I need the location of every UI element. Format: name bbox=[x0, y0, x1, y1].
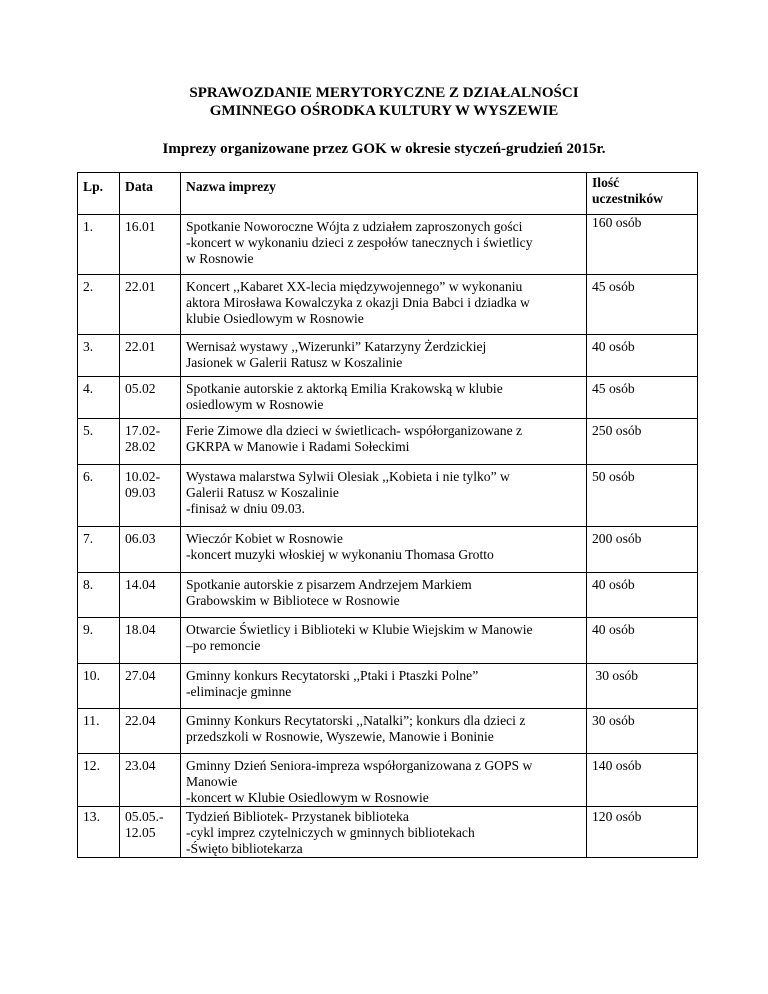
cell-date: 05.02 bbox=[120, 377, 181, 419]
cell-date: 10.02- 09.03 bbox=[120, 465, 181, 527]
cell-count: 250 osób bbox=[587, 419, 698, 465]
cell-date: 06.03 bbox=[120, 527, 181, 573]
cell-date: 22.01 bbox=[120, 275, 181, 335]
cell-count: 45 osób bbox=[587, 377, 698, 419]
cell-lp: 6. bbox=[78, 465, 120, 527]
cell-name: Spotkanie Noworoczne Wójta z udziałem zaproszonych gości -koncert w wykonaniu dzieci z zespołów tanecznych i świetlicy w Rosnowie bbox=[181, 215, 587, 275]
cell-lp: 13. bbox=[78, 807, 120, 858]
cell-lp: 10. bbox=[78, 664, 120, 709]
table-row bbox=[78, 709, 698, 754]
cell-lp: 7. bbox=[78, 527, 120, 573]
cell-date: 23.04 bbox=[120, 754, 181, 807]
cell-date: 22.01 bbox=[120, 335, 181, 377]
cell-lp: 11. bbox=[78, 709, 120, 754]
cell-name: Wystawa malarstwa Sylwii Olesiak ,,Kobieta i nie tylko” w Galerii Ratusz w Koszalinie -finisaż w dniu 09.03. bbox=[181, 465, 587, 527]
cell-lp: 12. bbox=[78, 754, 120, 807]
table-row bbox=[78, 807, 698, 858]
table-row bbox=[78, 377, 698, 419]
cell-lp: 8. bbox=[78, 573, 120, 618]
cell-name: Gminny Konkurs Recytatorski ,,Natalki”; konkurs dla dzieci z przedszkoli w Rosnowie, Wyszewie, Manowie i Boninie bbox=[181, 709, 587, 754]
table-row bbox=[78, 618, 698, 664]
cell-name: Wieczór Kobiet w Rosnowie -koncert muzyki włoskiej w wykonaniu Thomasa Grotto bbox=[181, 527, 587, 573]
cell-count: 200 osób bbox=[587, 527, 698, 573]
table-row bbox=[78, 275, 698, 335]
cell-count: 40 osób bbox=[587, 618, 698, 664]
cell-count: 45 osób bbox=[587, 275, 698, 335]
cell-date: 18.04 bbox=[120, 618, 181, 664]
table-row bbox=[78, 664, 698, 709]
table-row bbox=[78, 419, 698, 465]
cell-lp: 1. bbox=[78, 215, 120, 275]
cell-date: 22.04 bbox=[120, 709, 181, 754]
title-line-1: SPRAWOZDANIE MERYTORYCZNE Z DZIAŁALNOŚCI bbox=[189, 85, 579, 101]
table-header-row bbox=[78, 173, 698, 215]
cell-count: 40 osób bbox=[587, 335, 698, 377]
cell-date: 14.04 bbox=[120, 573, 181, 618]
cell-date: 05.05.- 12.05 bbox=[120, 807, 181, 858]
events-table bbox=[77, 172, 698, 858]
cell-date: 17.02- 28.02 bbox=[120, 419, 181, 465]
cell-date: 16.01 bbox=[120, 215, 181, 275]
cell-name: Otwarcie Świetlicy i Biblioteki w Klubie Wiejskim w Manowie –po remoncie bbox=[181, 618, 587, 664]
cell-name: Gminny Dzień Seniora-impreza współorganizowana z GOPS w Manowie -koncert w Klubie Osiedlowym w Rosnowie bbox=[181, 754, 587, 807]
cell-count: 120 osób bbox=[587, 807, 698, 858]
table-row bbox=[78, 527, 698, 573]
header-lp: Lp. bbox=[78, 173, 120, 215]
cell-count: 30 osób bbox=[587, 709, 698, 754]
cell-count: 50 osób bbox=[587, 465, 698, 527]
header-name: Nazwa imprezy bbox=[181, 173, 587, 215]
cell-name: Spotkanie autorskie z pisarzem Andrzejem Markiem Grabowskim w Bibliotece w Rosnowie bbox=[181, 573, 587, 618]
cell-name: Gminny konkurs Recytatorski ,,Ptaki i Ptaszki Polne” -eliminacje gminne bbox=[181, 664, 587, 709]
cell-lp: 4. bbox=[78, 377, 120, 419]
document-title bbox=[0, 84, 768, 120]
cell-name: Wernisaż wystawy ,,Wizerunki” Katarzyny Żerdzickiej Jasionek w Galerii Ratusz w Koszalinie bbox=[181, 335, 587, 377]
cell-date: 27.04 bbox=[120, 664, 181, 709]
table-row bbox=[78, 215, 698, 275]
title-line-2: GMINNEGO OŚRODKA KULTURY W WYSZEWIE bbox=[209, 103, 559, 119]
cell-lp: 9. bbox=[78, 618, 120, 664]
cell-count: 40 osób bbox=[587, 573, 698, 618]
document-subtitle: Imprezy organizowane przez GOK w okresie styczeń-grudzień 2015r. bbox=[162, 141, 606, 157]
cell-name: Ferie Zimowe dla dzieci w świetlicach- współorganizowane z GKRPA w Manowie i Radami Sołeckimi bbox=[181, 419, 587, 465]
cell-name: Tydzień Bibliotek- Przystanek biblioteka -cykl imprez czytelniczych w gminnych bibliotekach -Święto bibliotekarza bbox=[181, 807, 587, 858]
cell-lp: 3. bbox=[78, 335, 120, 377]
cell-count: 30 osób bbox=[587, 664, 698, 709]
cell-name: Koncert ,,Kabaret XX-lecia międzywojennego” w wykonaniu aktora Mirosława Kowalczyka z okazji Dnia Babci i dziadka w klubie Osiedlowym w Rosnowie bbox=[181, 275, 587, 335]
cell-lp: 5. bbox=[78, 419, 120, 465]
header-date: Data bbox=[120, 173, 181, 215]
header-count: Ilość uczestników bbox=[587, 173, 698, 215]
table-row bbox=[78, 465, 698, 527]
cell-name: Spotkanie autorskie z aktorką Emilia Krakowską w klubie osiedlowym w Rosnowie bbox=[181, 377, 587, 419]
table-row bbox=[78, 573, 698, 618]
cell-count: 140 osób bbox=[587, 754, 698, 807]
table-row bbox=[78, 335, 698, 377]
table-row bbox=[78, 754, 698, 807]
cell-count: 160 osób bbox=[587, 215, 698, 275]
cell-lp: 2. bbox=[78, 275, 120, 335]
